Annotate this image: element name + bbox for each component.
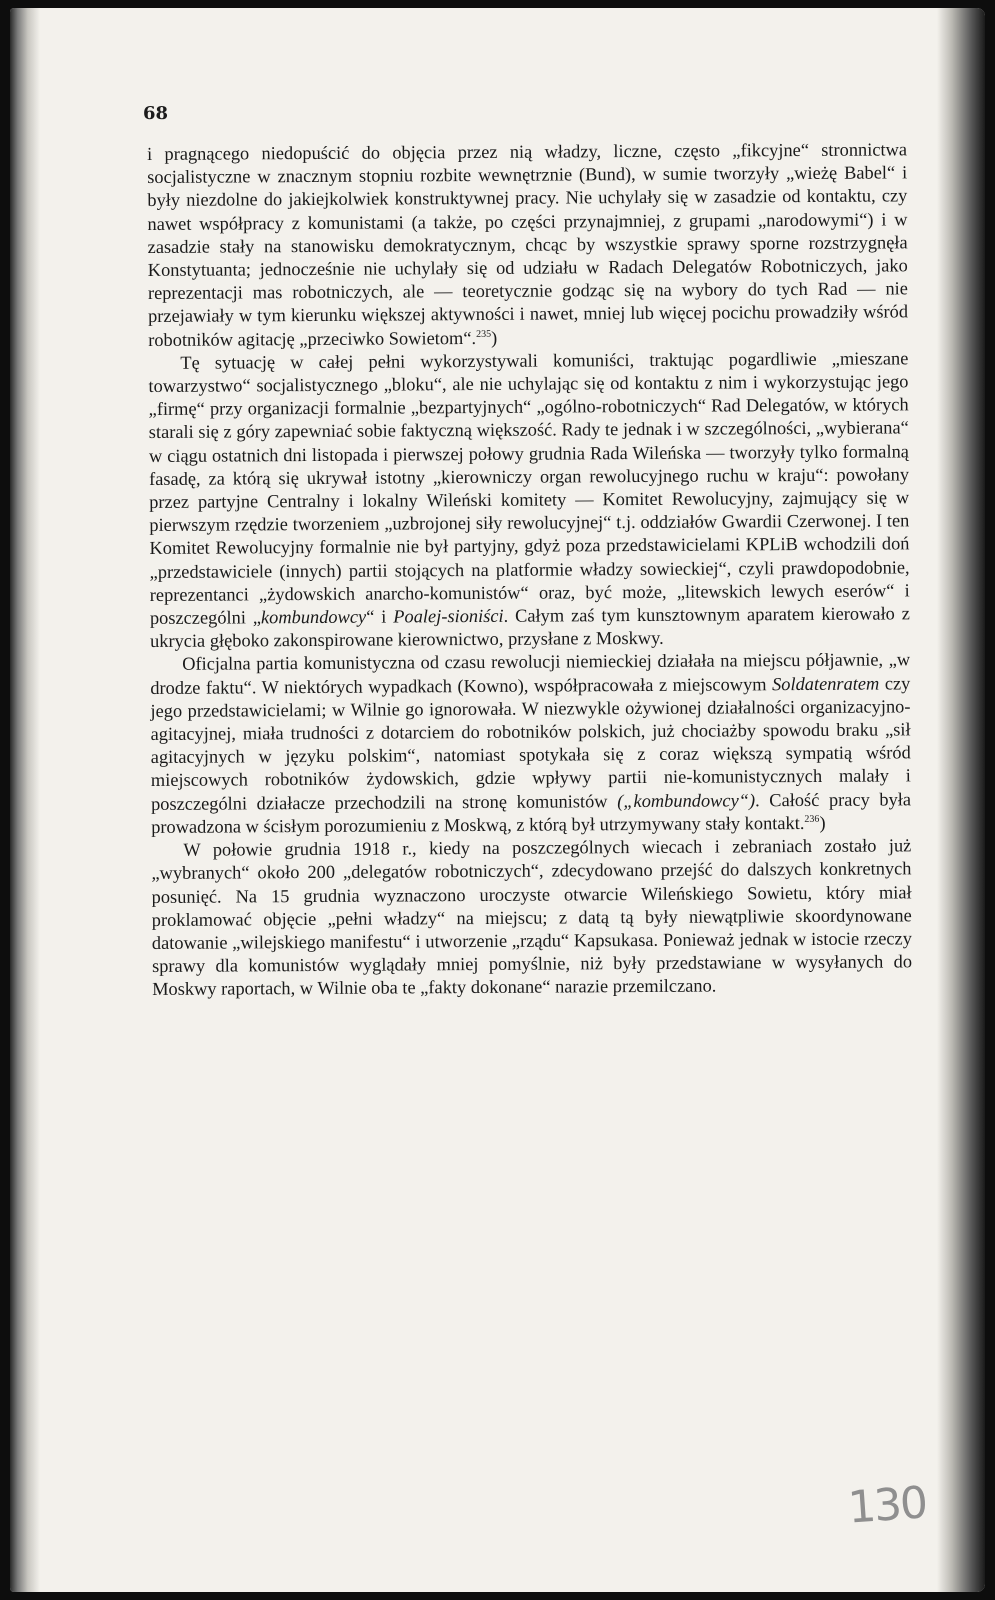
page-number: 68	[143, 103, 169, 124]
p2-text-mid: “ i	[366, 606, 394, 627]
footnote-235: 235	[476, 328, 492, 340]
footnote-236: 236	[804, 813, 820, 825]
p2-text: Tę sytuację w całej pełni wykorzystywali komuniści, traktując pogardliwie „mieszane towarzystwo“ socjalistycznego „bloku“, ale nie uchylając się od kontaktu z nim i wykorzystując jego „firmę“ przy organizacji formalnie „bezpartyjnych“ „ogólno-robotniczych“ Rad Delegatów, w których starali się z góry zapewniać sobie faktyczną większość. Rady te jednak i w szczególności, „wybierana“ w ciągu ostatnich dni listopada i pierwszej połowy grudnia Rada Wileńska — tworzyły tylko formalną fasadę, za którą się ukrywał istotny „kierowniczy organ rewolucyjnego ruchu w kraju“: powołany przez partyjne Centralny i lokalny Wileński komitety — Komitet Rewolucyjny, zajmujący się w pierwszym rzędzie tworzeniem „uzbrojonej siły rewolucyjnej“ t.j. oddziałów Gwardii Czerwonej. I ten Komitet Rewolucyjny formalnie nie był partyjny, gdyż poza przedstawicielami KPLiB wchodzili doń „przedstawiciele (innych) partii stojących na platformie władzy sowieckiej“, czyli prawdopodobnie, reprezentanci „żydowskich anarcho-komunistów“ oraz, być może, „litewskich lewych eserów“ i poszczególni „	[148, 348, 910, 629]
p3-text: Oficjalna partia komunistyczna od czasu rewolucji niemieckiej działała na miejscu półjawnie, „w drodze faktu“. W niektórych wypadkach (Kowno), współpracowała z miejscowym	[150, 649, 911, 698]
binding-shadow	[10, 8, 40, 1592]
paragraph-3	[150, 649, 911, 839]
p3-text-end: )	[819, 812, 826, 833]
p2-italic-poalej: Poalej-sioniści	[393, 605, 504, 627]
paragraph-1	[147, 138, 908, 351]
p3-text-mid: czy jego przedstawicielami; w Wilnie go ignorowała. W niezwykle ożywionej działalności organizacyjno-agitacyjnej, miała trudności z dotarciem do robotników polskich, już chociażby spowodu braku „sił agitacyjnych w języku polskim“, natomiast spotykała się z coraz większą sympatią wśród miejscowych robotników żydowskich, gdzie wpływy partii nie-komunistycznych malały i poszczególni działacze przechodzili na stronę komunistów	[150, 673, 911, 814]
p2-text-end: . Całym zaś tym kunsztownym aparatem kierowało z ukrycia głęboko zakonspirowane kierownictwo, przysłane z Moskwy.	[149, 603, 910, 652]
page-edge-shadow	[937, 8, 985, 1592]
p1-text-end: )	[491, 327, 498, 348]
p3-italic-kombundowcy: („kombundowcy“)	[617, 789, 756, 811]
paragraph-4: W połowie grudnia 1918 r., kiedy na poszczególnych wiecach i zebraniach zostało już „wybranych“ około 200 „delegatów robotniczych“, zdecydowano przejść do dalszych konkretnych posunięć. Na 15 grudnia wyznaczono uroczyste otwarcie Wileńskiego Sowietu, który miał proklamować objęcie „pełni władzy“ na miejscu; z datą tą były niewątpliwie skoordynowane datowanie „wilejskiego manifestu“ i utworzenie „rządu“ Kapsukasa. Ponieważ jednak w istocie rzeczy sprawy dla komunistów wyglądały mniej pomyślnie, niż były przedstawiane w wysyłanych do Moskwy raportach, w Wilnie oba te „fakty dokonane“ narazie przemilczano.	[151, 835, 913, 1000]
handwritten-page-note: 130	[846, 1477, 928, 1534]
p3-italic-soldatenrat: Soldatenratem	[771, 673, 880, 694]
scanned-page	[10, 8, 985, 1592]
paragraph-2	[148, 347, 910, 653]
body-text	[147, 138, 912, 1001]
p3-text-mid2: . Całość pracy była prowadzona w ścisłym porozumieniu z Moskwą, z którą był utrzymywany stały kontakt.	[151, 789, 912, 837]
p1-text: i pragnącego niedopuścić do objęcia przez nią władzy, liczne, często „fikcyjne“ stronnictwa socjalistyczne w znacznym stopniu rozbite wewnętrznie (Bund), w sumie tworzyły „wieżę Babel“ i były niezdolne do jakiejkolwiek konstruktywnej pracy. Nie uchylały się w zasadzie od kontaktu, czy nawet współpracy z komunistami (a także, po części przynajmniej, z grupami „narodowymi“) i w zasadzie stały na stanowisku demokratycznym, chcąc by wszystkie sprawy sporne rozstrzygnęła Konstytuanta; jednocześnie nie uchylały się od udziału w Radach Delegatów Robotniczych, jako reprezentacji mas robotniczych, ale — teoretycznie godząc się na wybory do tych Rad — nie przejawiały w tym kierunku większej aktywności i nawet, mniej lub więcej pocichu prowadziły wśród robotników agitację „przeciwko Sowietom“.	[147, 139, 909, 350]
p2-italic-kombundowcy: kombundowcy	[260, 606, 367, 628]
